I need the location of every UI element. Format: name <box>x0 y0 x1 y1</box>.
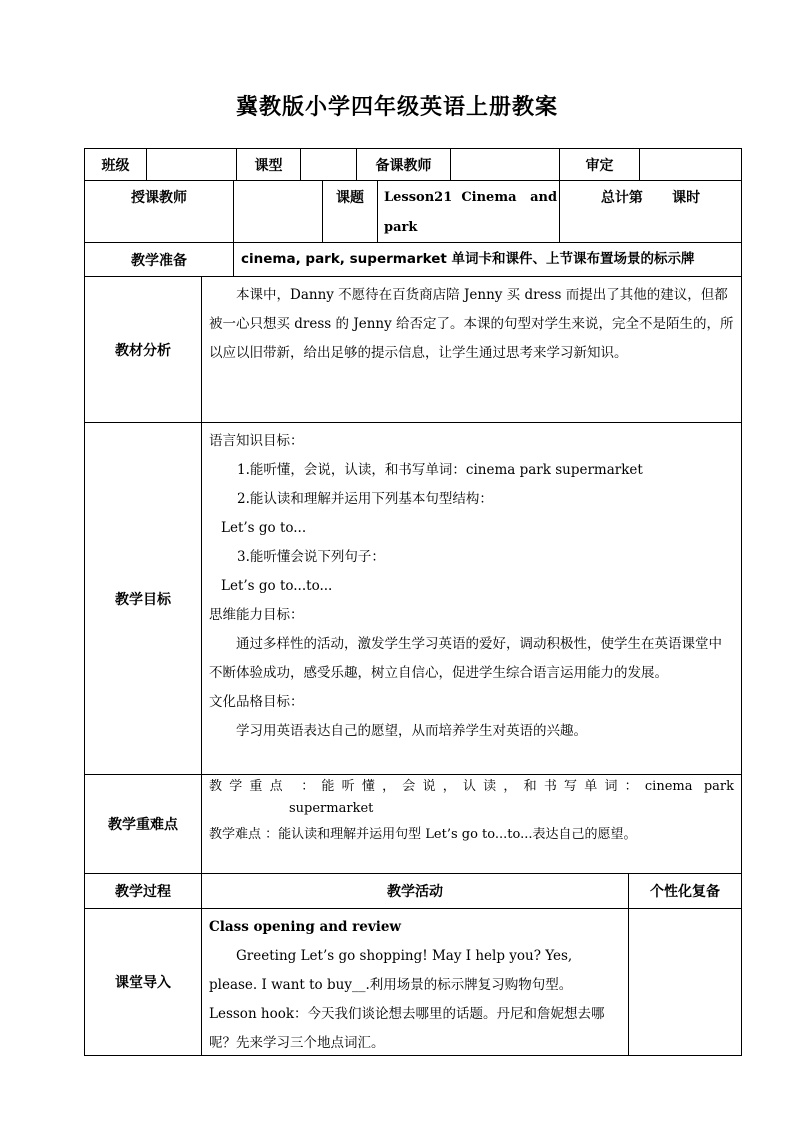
key-point-focus: 教学重点 ：能听懂，会说，认读，和书写单词：cinema park <box>209 779 734 794</box>
prep-teacher-label: 备课教师 <box>356 148 451 181</box>
total-lessons-label: 总计第 课时 <box>559 180 742 243</box>
key-point-difficulty: 教学难点 ：能认读和理解并运用句型 Let’s go to...to...表达自己的愿望。 <box>209 827 637 842</box>
intro-label: 课堂导入 <box>84 908 202 1056</box>
teacher-label: 授课教师 <box>84 180 234 243</box>
objective-language-heading: 语言知识目标： <box>209 433 304 449</box>
prep-value: cinema, park, supermarket 单词卡和课件、上节课布置场景的标示牌 <box>233 242 742 277</box>
course-type-value <box>300 148 357 181</box>
class-value <box>146 148 237 181</box>
objective-pattern-1: Let’s go to... <box>221 520 307 536</box>
intro-text-1: Greeting Let’s go shopping! May I help you? Yes, please. I want to buy__.利用场景的标示牌复习购物句型。 <box>209 948 573 993</box>
key-point-focus-cont: supermarket <box>289 801 374 816</box>
prep-label: 教学准备 <box>84 242 234 277</box>
intro-heading: Class opening and review <box>209 919 402 935</box>
topic-value <box>377 180 560 243</box>
objective-item-2: 2.能认读和理解并运用下列基本句型结构： <box>237 491 493 507</box>
topic-line-2: park <box>384 220 418 235</box>
activity-label: 教学活动 <box>201 873 629 909</box>
topic-label: 课题 <box>322 180 378 243</box>
objectives-label: 教学目标 <box>84 422 202 775</box>
teacher-value <box>233 180 323 243</box>
intro-text-2: Lesson hook：今天我们谈论想去哪里的话题。丹尼和詹妮想去哪呢？先来学习三个地点词汇。 <box>209 1006 605 1051</box>
intro-personal <box>628 908 742 1056</box>
process-label: 教学过程 <box>84 873 202 909</box>
intro-cell <box>201 908 629 1056</box>
key-points-cell <box>201 774 742 874</box>
objective-culture-text: 学习用英语表达自己的愿望，从而培养学生对英语的兴趣。 <box>236 723 587 739</box>
review-label: 审定 <box>559 148 640 181</box>
objectives-cell <box>201 422 742 775</box>
course-type-label: 课型 <box>236 148 301 181</box>
prep-teacher-value <box>450 148 560 181</box>
class-label: 班级 <box>84 148 147 181</box>
objective-pattern-2: Let’s go to...to... <box>221 578 333 594</box>
objective-thinking-text: 通过多样性的活动，激发学生学习英语的爱好，调动积极性，使学生在英语课堂中不断体验成功，感受乐趣，树立自信心，促进学生综合语言运用能力的发展。 <box>209 636 722 681</box>
document-title: 冀教版小学四年级英语上册教案 <box>235 95 558 120</box>
analysis-text: 本课中，Danny 不愿待在百货商店陪 Jenny 买 dress 而提出了其他的建议，但都被一心只想买 dress 的 Jenny 给否定了。本课的句型对学生来说，完全不是陌生的，所以应以旧带新，给出足够的提示信息，让学生通过思考来学习新知识。 <box>209 287 734 361</box>
objective-item-3: 3.能听懂会说下列句子： <box>237 549 385 565</box>
key-points-label: 教学重难点 <box>84 774 202 874</box>
objective-thinking-heading: 思维能力目标： <box>209 607 304 623</box>
personal-label: 个性化复备 <box>628 873 742 909</box>
analysis-label: 教材分析 <box>84 276 202 423</box>
review-value <box>639 148 742 181</box>
analysis-text-cell <box>201 276 742 423</box>
topic-line-1: Lesson21 Cinema and <box>384 190 558 205</box>
objective-culture-heading: 文化品格目标： <box>209 694 304 710</box>
objective-item-1: 1.能听懂，会说，认读，和书写单词：cinema park supermarket <box>237 462 643 478</box>
